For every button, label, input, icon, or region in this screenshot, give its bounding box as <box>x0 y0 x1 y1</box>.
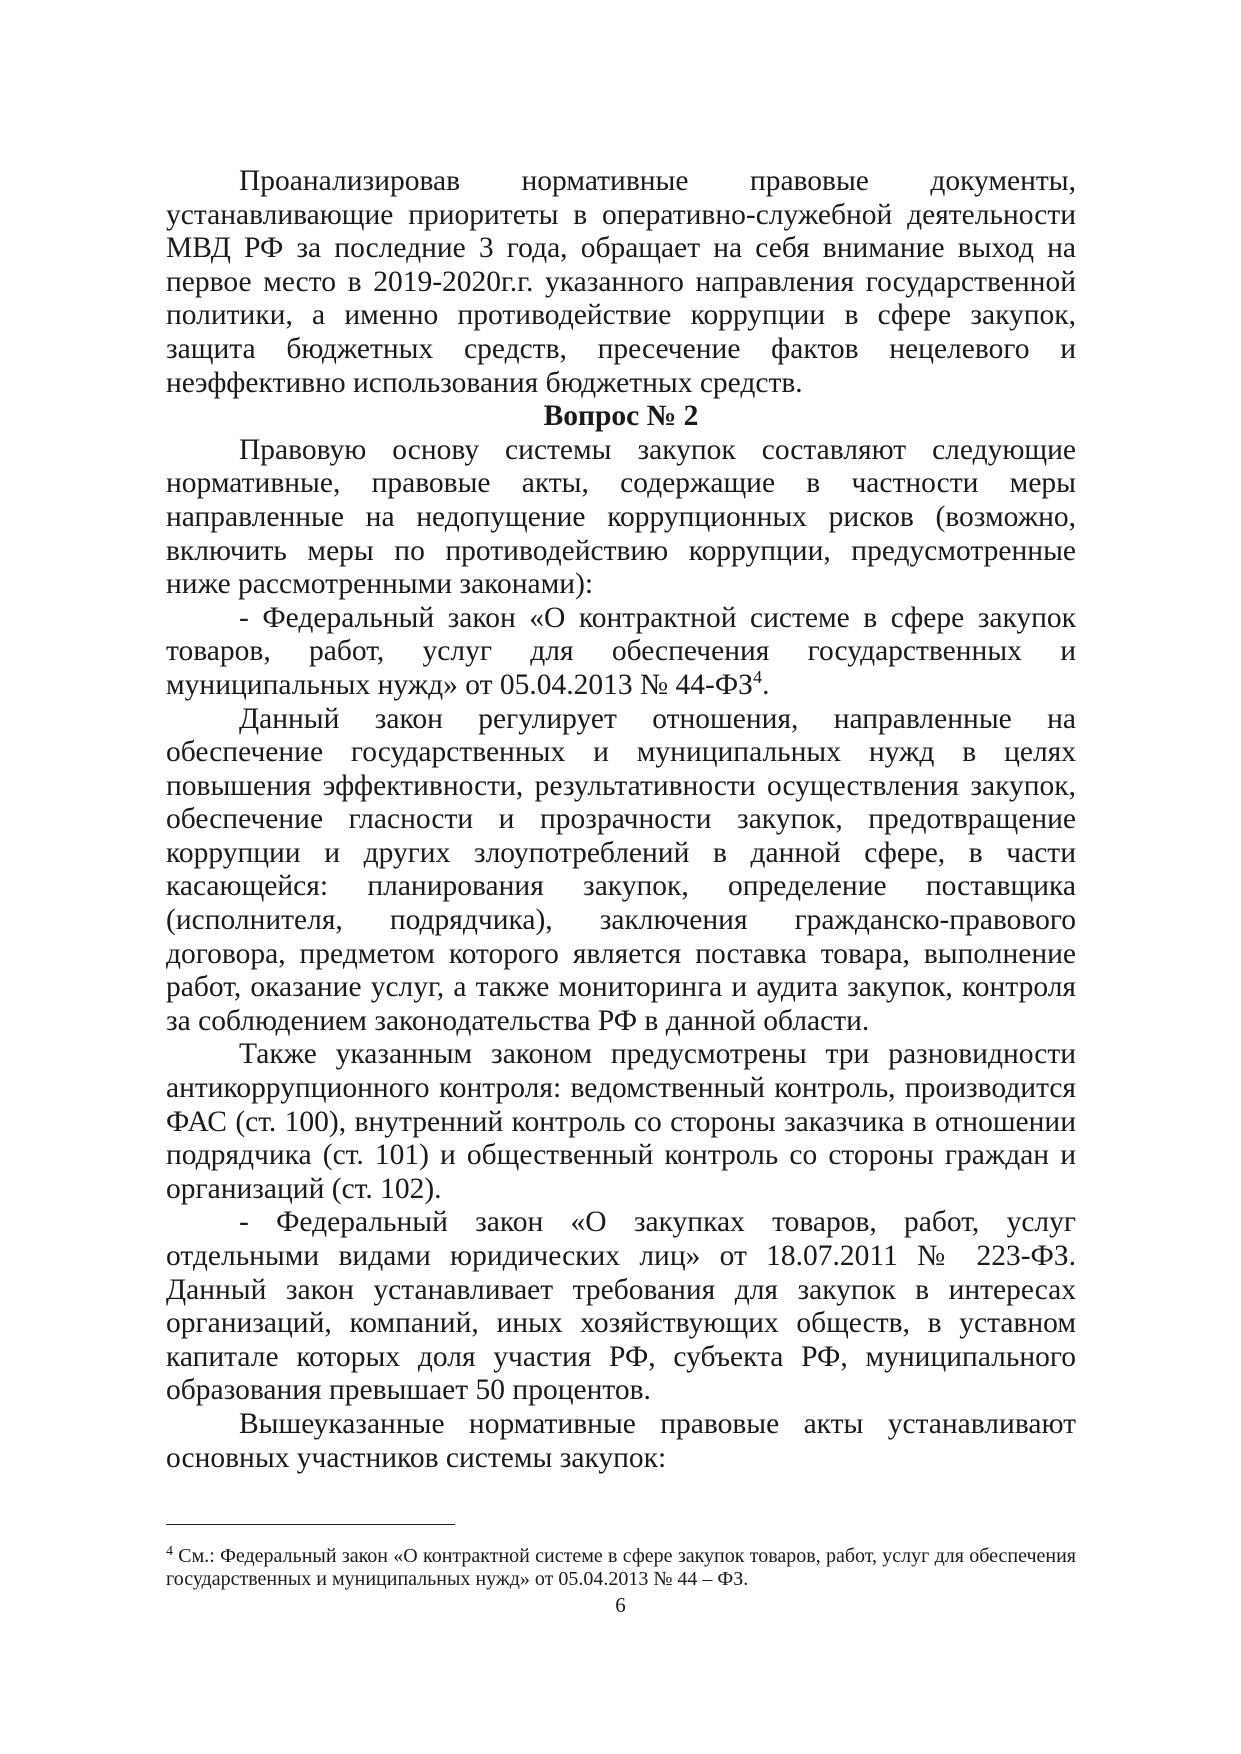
participants-paragraph: Вышеуказанные нормативные правовые акты устанавливают основных участников системы закупок: <box>166 1407 1076 1474</box>
footnote-text: См.: Федеральный закон «О контрактной системе в сфере закупок товаров, работ, услуг для обеспечения государственных и муниципальных нужд» от 05.04.2013 № 44 – ФЗ. <box>166 1545 1076 1590</box>
footnote-marker: 4 <box>166 1544 173 1559</box>
law-scope-paragraph: Данный закон регулирует отношения, направленные на обеспечение государственных и муниципальных нужд в целях повышения эффективности, результативности осуществления закупок, обеспечение гласности и прозрачности закупок, предотвращение коррупции и других злоупотреблений в данной сфере, в части касающейся: планирования закупок, определение поставщика (исполнителя, подрядчика), заключения гражданско-правового договора, предметом которого является поставка товара, выполнение работ, оказание услуг, а также мониторинга и аудита закупок, контроля за соблюдением законодательства РФ в данной области. <box>166 702 1076 1037</box>
section-heading: Вопрос № 2 <box>543 400 699 433</box>
law-223fz-paragraph: - Федеральный закон «О закупках товаров, работ, услуг отдельными видами юридических лиц» от 18.07.2011 № 223-ФЗ. Данный закон устанавливает требования для закупок в интересах организаций, компаний, иных хозяйствующих обществ, в уставном капитале которых доля участия РФ, субъекта РФ, муниципального образования превышает 50 процентов. <box>166 1206 1076 1407</box>
law-44fz-text: - Федеральный закон «О контрактной системе в сфере закупок товаров, работ, услуг для обеспечения государственных и муниципальных нужд» от 05.04.2013 № 44-ФЗ <box>166 601 1076 701</box>
footnote <box>166 1545 1076 1591</box>
footnote-separator <box>166 1524 455 1525</box>
footnote-reference: 4 <box>752 666 763 687</box>
main-text <box>166 165 1076 1475</box>
page-number: 6 <box>615 1593 626 1617</box>
law-44fz-tail: . <box>762 668 770 701</box>
law-44fz-paragraph <box>166 602 1076 703</box>
legal-basis-paragraph: Правовую основу системы закупок составляют следующие нормативные, правовые акты, содержащие в частности меры направленные на недопущение коррупционных рисков (возможно, включить меры по противодействию коррупции, предусмотренные ниже рассмотренными законами): <box>166 433 1076 601</box>
control-types-paragraph: Также указанным законом предусмотрены три разновидности антикоррупционного контроля: ведомственный контроль, производится ФАС (ст. 100), внутренний контроль со стороны заказчика в отношении подрядчика (ст. 101) и общественный контроль со стороны граждан и организаций (ст. 102). <box>166 1038 1076 1205</box>
intro-paragraph: Проанализировав нормативные правовые документы, устанавливающие приоритеты в оперативно-служебной деятельности МВД РФ за последние 3 года, обращает на себя внимание выход на первое место в 2019-2020г.г. указанного направления государственной политики, а именно противодействие коррупции в сфере закупок, защита бюджетных средств, пресечение фактов нецелевого и неэффективно использования бюджетных средств. <box>166 165 1076 399</box>
